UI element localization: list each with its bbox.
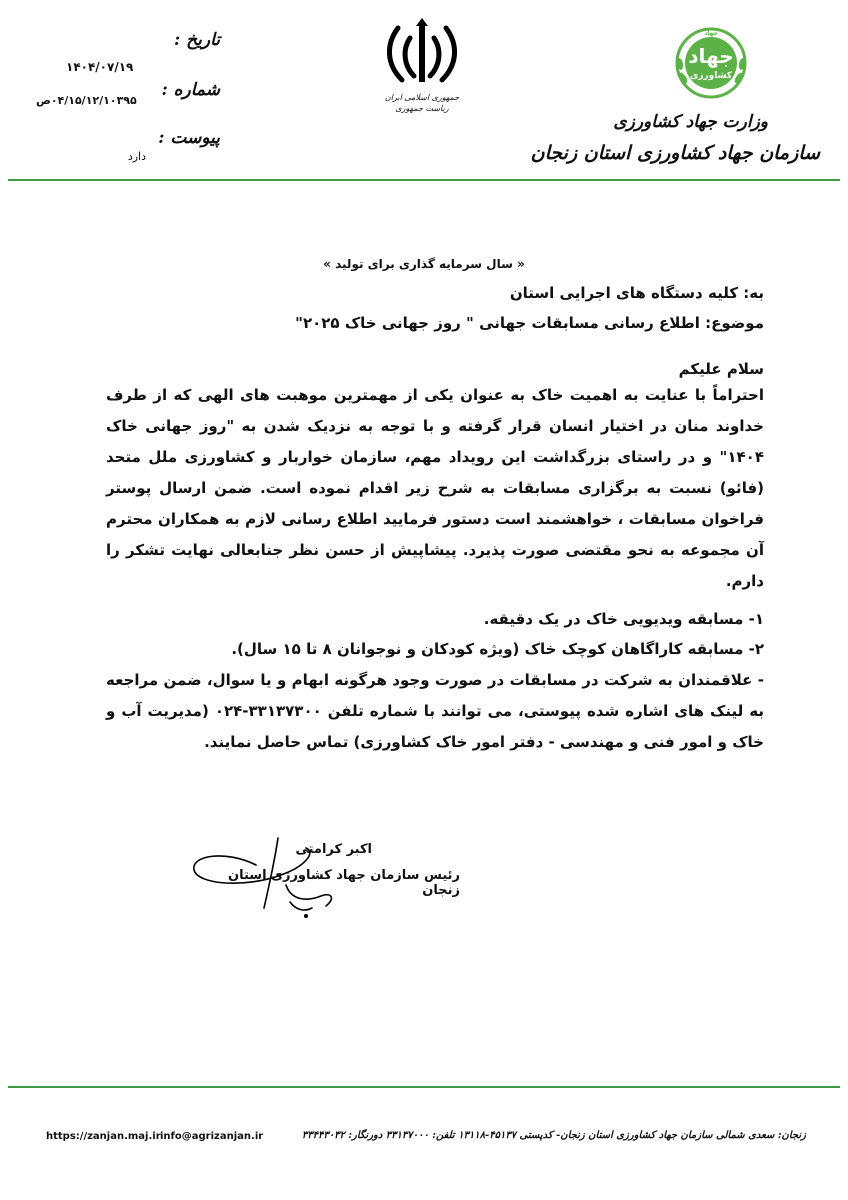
emblem-caption-1: جمهوری اسلامی ایران — [384, 93, 460, 102]
emblem-icon — [380, 18, 464, 88]
signer-title: رئیس سازمان جهاد کشاورزی استان زنجان — [228, 868, 460, 898]
competition-item-1: ۱- مسابقه ویدیویی خاک در یک دقیقه. — [483, 610, 764, 628]
footer-divider — [8, 1086, 840, 1088]
recipient-line: به: کلیه دستگاه های اجرایی استان — [509, 284, 764, 302]
main-paragraph: احتراماً با عنایت به اهمیت خاک به عنوان یکی از مهمترین موهبت های الهی که از طرف خداوند منان در اختیار انسان قرار گرفته و با توجه به نزدیک شدن به "روز جهانی خاک ۱۴۰۴" و در راستای بزرگداشت این رویداد مهم، سازمان خواربار و کشاورزی ملل متحد (فائو) نسبت به برگزاری مسابقات به شرح زیر اقدام نموده است. ضمن ارسال پوستر فراخوان مسابقات ، خواهشمند است دستور فرمایید اطلاع رسانی لازم به همکاران محترم آن مجموعه به نحو مقتضی صورت پذیرد. پیشاپیش از حسن نظر جنابعالی نهایت تشکر را دارم. — [106, 386, 764, 590]
attachment-value: دارد — [127, 150, 146, 163]
competition-item-2: ۲- مسابقه کاراگاهان کوچک خاک (ویژه کودکان و نوجوانان ۸ تا ۱۵ سال). — [231, 640, 764, 658]
year-slogan: « سال سرمایه گذاری برای تولید » — [323, 257, 525, 271]
email-link[interactable]: info@agrizanjan.ir — [160, 1131, 264, 1142]
attachment-label: پیوست : — [158, 128, 220, 148]
logo-text-bottom: کشاورزی — [690, 71, 732, 81]
number-label: شماره : — [161, 80, 220, 100]
date-value: ۱۴۰۴/۰۷/۱۹ — [66, 60, 134, 74]
logo-text-small: جهاد — [704, 30, 718, 37]
subject-line: موضوع: اطلاع رسانی مسابقات جهانی " روز جهانی خاک ۲۰۲۵" — [295, 314, 764, 332]
greeting: سلام علیکم — [678, 360, 764, 378]
website-link[interactable]: https://zanjan.maj.ir — [46, 1131, 161, 1142]
signer-name: اکبر کرامتی — [295, 842, 372, 857]
emblem-caption-2: ریاست جمهوری — [395, 104, 449, 113]
header-divider — [8, 179, 840, 181]
national-emblem — [380, 18, 464, 128]
organization-name: سازمان جهاد کشاورزی استان زنجان — [530, 142, 820, 164]
number-value: ۰۴/۱۵/۱۲/۱۰۳۹۵ص — [36, 94, 137, 107]
ministry-name: وزارت جهاد کشاورزی — [613, 112, 768, 132]
ministry-logo — [672, 24, 750, 102]
handwritten-signature — [186, 830, 346, 920]
date-label: تاریخ : — [173, 30, 220, 50]
footer-address: زنجان: سعدی شمالی سازمان جهاد کشاورزی استان زنجان- کدپستی ۴۵۱۳۷-۱۳۱۱۸ تلفن: ۳۳۱۳۷۰۰۰ دورنگار: ۳۳۴۴۳۰۳۲ — [301, 1130, 806, 1141]
contact-note: - علاقمندان به شرکت در مسابقات در صورت وجود هرگونه ابهام و یا سوال، ضمن مراجعه به لینک های اشاره شده پیوستی، می توانند با شماره تلفن ۳۳۱۳۷۳۰۰-۰۲۴ (مدیریت آب و خاک و امور فنی و مهندسی - دفتر امور خاک کشاورزی) تماس حاصل نمایند. — [106, 671, 764, 751]
logo-text-big: جهاد — [688, 44, 734, 68]
